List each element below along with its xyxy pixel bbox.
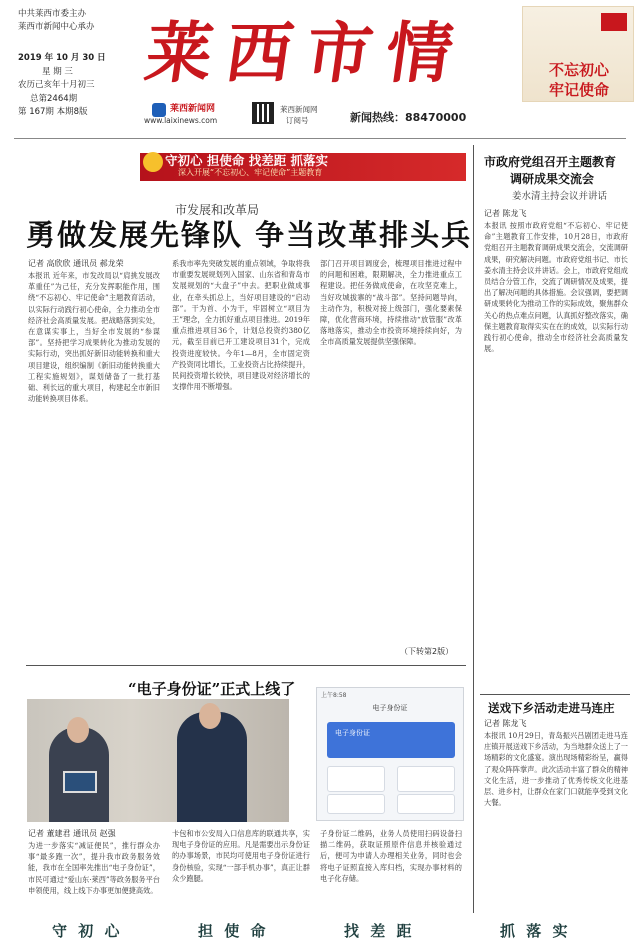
rc-story1-title-1: 市政府党组召开主题教育 xyxy=(484,155,617,169)
newspaper-logo xyxy=(142,4,472,90)
hotline-label: 新闻热线： xyxy=(350,111,405,124)
phone-tile-2[interactable] xyxy=(397,766,455,792)
photo-screen xyxy=(63,771,97,793)
right-column-divider xyxy=(473,145,474,913)
app-label-1: 莱西新闻网 xyxy=(280,105,318,114)
second-column-1: 为进一步落实“减证便民”，推行群众办事“最多跑一次”，提升我市政务服务效能，我市在全国率先推出“电子身份证”，市民可通过“爱山东·莱西”等政务服务平台申领使用，线上线下办事更加便捷高效。 xyxy=(28,841,160,895)
phone-tile-1[interactable] xyxy=(327,766,385,792)
rc-story1-body: 本报讯 按照市政府党组“不忘初心、牢记使命”主题教育工作安排，10月28日，市政府党组召开主题教育调研成果交流会，交流调研成果，研究解决问题。市政府党组书记、市长姜水清主持会议并讲话。会上，市政府党组成员结合分管工作，交流了调研情况及成果，提出了解决问题的具体措施。会议强调，要把调研成果转化为推动工作的实际成效，聚焦群众关心的热点难点问题，认真抓好整改落实，确保主题教育取得实实在在的成效，以实际行动践行初心使命，推动全市经济社会高质量发展。 xyxy=(484,221,628,354)
bottom-slogan-band xyxy=(0,915,640,945)
bottom-slogan-3: 找 差 距 xyxy=(344,922,415,940)
phone-screenshot xyxy=(316,687,464,821)
slogan-line-1: 不忘初心 xyxy=(548,61,609,79)
phone-tile-4[interactable] xyxy=(397,794,455,814)
slogan-line-2: 牢记使命 xyxy=(548,81,609,99)
phone-status-time: 上午8:58 xyxy=(321,692,347,699)
rc-story1-title-2: 调研成果交流会 xyxy=(510,172,595,186)
rc-story1-byline: 记者 陈龙飞 xyxy=(484,209,527,218)
rc-story2-title: 送戏下乡活动走进马连庄 xyxy=(488,701,615,715)
flag-icon xyxy=(601,13,627,31)
news-site-icon xyxy=(152,103,166,117)
lunar-date: 农历己亥年十月初三 xyxy=(18,80,95,90)
lead-column-2: 系我市率先突破发展的重点领域，争取将我市重要发展规划列入国家、山东省和青岛市发展规划的“大盘子”中去。把职业做成事业，在牵头抓总上，当好项目建设的“启动部”。干为首、小为干，牢固树立“项目为王”理念，全力抓好重点项目推进。2019年重点推进项目36个，计划总投资约380亿元，截至目前已开工建设项目31个，完成投资进度较快。今年1—8月，全市固定资产投资同比增长，工业投资占比持续提升，民间投资增长较快，项目建设对经济增长的支撑作用不断增强。 xyxy=(172,259,310,392)
second-headline: “电子身份证”正式上线了 xyxy=(128,680,296,698)
issue-number: 第 167期 本期8版 xyxy=(18,107,88,117)
news-hotline xyxy=(350,109,466,125)
issue-date: 2019 年 10 月 30 日 xyxy=(18,53,106,63)
logo-text: 莱西市情 xyxy=(140,13,472,92)
continued-note: （下转第2版） xyxy=(400,647,454,656)
lead-column-3: 部门召开项目调度会，梳理项目推进过程中的问题和困难，限期解决，全力推进重点工程建设。把任务做成使命，在攻坚克难上，当好攻城拔寨的“战斗部”。坚持问题导向，主动作为，积极对接上级部门，强化要素保障，优化营商环境，持续推动“放管服”改革落地落实，推动全市投资环境持续向好，为全市高质量发展提供坚强保障。 xyxy=(320,259,462,347)
app-label-2: 订阅号 xyxy=(286,116,309,125)
phone-title: 电子身份证 xyxy=(372,704,408,712)
total-issue: 总第2464期 xyxy=(30,93,78,104)
bottom-slogan-4: 抓 落 实 xyxy=(500,922,571,940)
party-emblem-icon xyxy=(143,152,163,172)
lead-byline: 记者 高欣欣 通讯员 郝龙荣 xyxy=(28,259,124,268)
banner-title: 守初心 担使命 找差距 抓落实 xyxy=(165,153,329,168)
lead-bottom-rule xyxy=(26,665,466,666)
masthead-subrow xyxy=(140,100,520,130)
rc-divider xyxy=(480,694,630,695)
photo-head-left xyxy=(67,717,89,743)
second-column-2: 卡包和市公安局入口信息库的联通共享，实现电子身份证的应用。凡是需要出示身份证的办事场景，市民均可使用电子身份证进行身份核验，实现“一部手机办事”，真正让群众少跑腿。 xyxy=(172,829,310,883)
bottom-slogan-2: 担 使 命 xyxy=(198,922,269,940)
lead-column-1: 本报讯 近年来，市发改局以“肩挑发展改革重任”为己任，充分发挥职能作用，围绕“不忘初心、牢记使命”主题教育活动，以实际行动践行初心使命，全力推动全市经济社会高质量发展。把战略落到实处，在意谋实事上，当好全市发展的“参谋部”。坚持把学习成果转化为推动发展的实际行动，突出抓好新旧动能转换和重大项目建设，组织编制《新旧动能转换重大工程实施规划》，谋划储备了一批打基础、利长远的重大项目，构建起全市新旧动能转换项目体系。 xyxy=(28,271,160,404)
masthead-info xyxy=(18,8,134,120)
bottom-slogan-1: 守 初 心 xyxy=(52,922,123,940)
rc-story2-byline: 记者 陈龙飞 xyxy=(484,719,527,728)
news-photo xyxy=(27,699,289,822)
lead-kicker: 市发展和改革局 xyxy=(175,203,260,217)
masthead-divider xyxy=(14,138,626,139)
photo-head-right xyxy=(199,703,221,729)
sponsor-line: 中共莱西市委主办 xyxy=(18,9,87,19)
banner-subtitle: 深入开展“不忘初心、牢记使命”主题教育 xyxy=(178,168,323,177)
id-card-label: 电子身份证 xyxy=(335,729,370,737)
hotline-number: 88470000 xyxy=(405,111,467,124)
qr-code-icon xyxy=(252,102,274,124)
rc-story2-body: 本报讯 10月29日，青岛振兴吕剧团走进马连庄镇开展送戏下乡活动，为当地群众送上了一场精彩的文化盛宴。演出现场精彩纷呈，赢得了观众阵阵掌声。此次活动丰富了群众的精神文化生活，进一步推动了优秀传统文化进基层、进乡村，让群众在家门口就能享受到文化大餐。 xyxy=(484,731,628,808)
rc-story1-subtitle: 姜水清主持会议并讲话 xyxy=(512,191,608,202)
news-site-name: 莱西新闻网 xyxy=(170,104,216,114)
slogan-box xyxy=(522,6,634,102)
news-site-url[interactable]: www.laixinews.com xyxy=(144,116,218,125)
lead-headline: 勇做发展先锋队 争当改革排头兵 xyxy=(26,218,473,252)
second-column-3: 子身份证二维码，业务人员使用扫码设备扫描二维码，获取证照原件信息并核验通过后，便可为申请人办理相关业务，同时也会将电子证照直接入库归档，实现办事材料的电子化存储。 xyxy=(320,829,462,883)
second-byline: 记者 董建君 通讯员 赵强 xyxy=(28,829,116,838)
weekday: 星 期 三 xyxy=(42,66,73,77)
phone-tile-3[interactable] xyxy=(327,794,385,814)
organizer-line: 莱西市新闻中心承办 xyxy=(18,22,95,32)
